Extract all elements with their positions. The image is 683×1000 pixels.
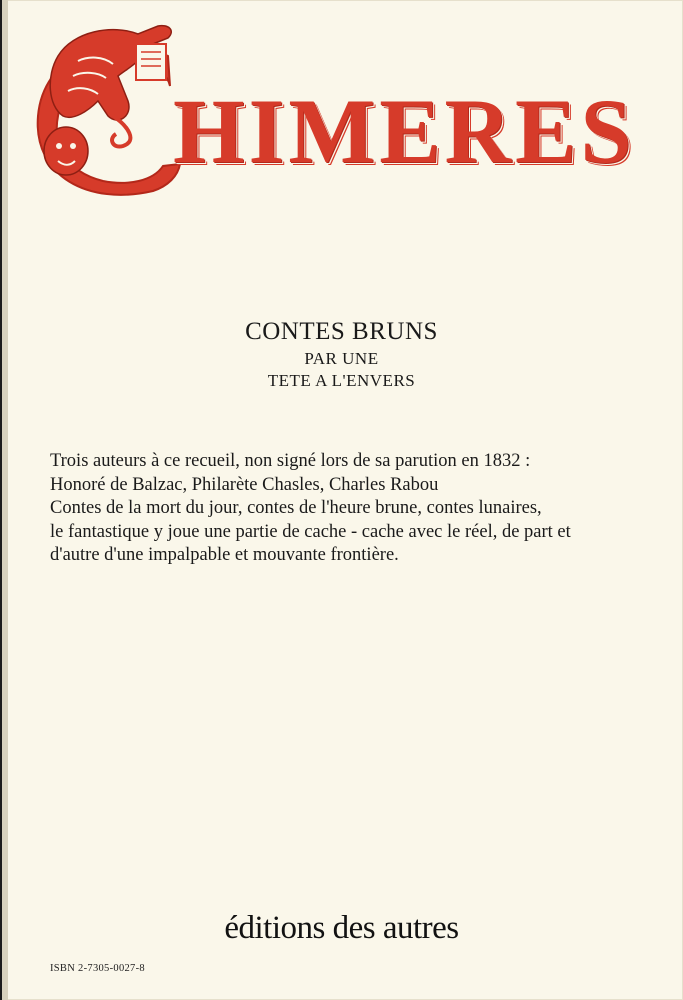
book-title-block [0, 316, 683, 392]
series-title: HIMERES [173, 80, 636, 182]
series-logo [18, 16, 668, 206]
isbn-number: ISBN 2-7305-0027-8 [50, 963, 145, 974]
description-line: Contes de la mort du jour, contes de l'heure brune, contes lunaires, [50, 498, 542, 518]
description-line: Trois auteurs à ce recueil, non signé lors de sa parution en 1832 : [50, 451, 531, 471]
description-line: le fantastique y joue une partie de cache - cache avec le réel, de part et [50, 521, 571, 542]
publisher-name: éditions des autres [224, 910, 459, 946]
cover-edge [0, 0, 8, 1000]
book-title: CONTES BRUNS [245, 318, 438, 345]
book-description [50, 450, 650, 568]
description-line: Honoré de Balzac, Philarète Chasles, Charles Rabou [50, 474, 439, 495]
description-line: d'autre d'une impalpable et mouvante frontière. [50, 545, 399, 565]
book-subtitle-line-1: PAR UNE [304, 349, 379, 368]
book-subtitle-line-2: TETE A L'ENVERS [267, 371, 416, 390]
